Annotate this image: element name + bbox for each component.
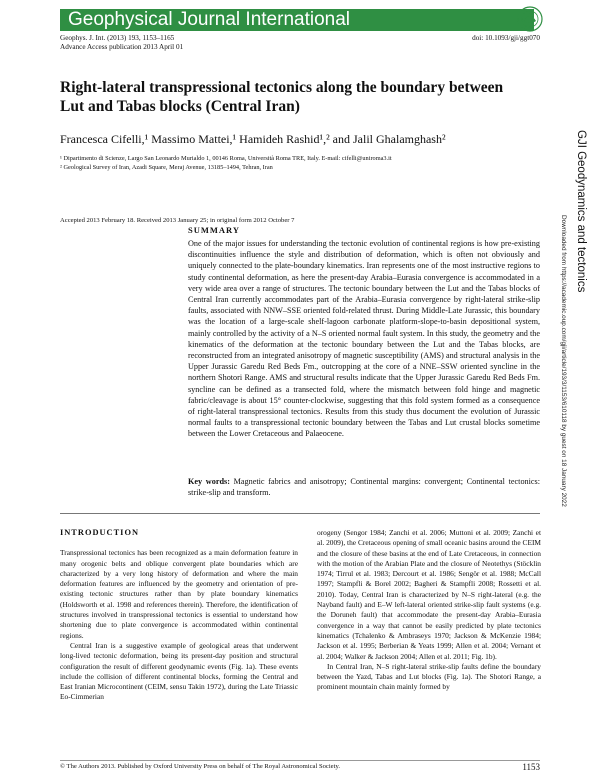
intro-paragraph-3: orogeny (Sengor 1984; Zanchi et al. 2006; Muttoni et al. 2009; Zanchi et al. 2009), the Cretaceous opening of small oceanic basins around the CEIM and the closure of these basins at the end of Late Cretaceous, in connection with the motion of the Arabian Plate and the closure of Neotethys (Stöcklin 1974; Tirrul et al. 1983; Dercourt et al. 1986; Sengör et al. 1988; McCall 1997; Stampfli & Borel 2002; Bagheri & Stampfli 2008; Rossetti et al. 2010). Today, Central Iran is characterized by N–S right-lateral (e.g. the Nayband fault) and E–W left-lateral oriented strike-slip fault systems (e.g. the Doruneh fault) that accommodate the present-day Arabia–Eurasia convergence in a way that cannot be easily predicted by plate tectonics kinematics (Tchalenko & Ambraseys 1970; Jackson & McKenzie 1984; Jackson et al. 1995; Berberian & Yeats 1999; Allen et al. 2004; Vernant et al. 2004; Walker & Jackson 2004; Allen et al. 2011; Fig. 1b). xyxy=(317,528,541,661)
footer-divider xyxy=(60,760,540,761)
keywords-label: Key words: xyxy=(188,477,230,486)
advance-access: Advance Access publication 2013 April 01 xyxy=(60,43,184,51)
section-label: GJI Geodynamics and tectonics xyxy=(575,130,587,293)
intro-paragraph-2: Central Iran is a suggestive example of geological areas that underwent long-lived tectonic deformation, being its present-day position and structural configuration the result of different geodynamic events (Fig. 1a). These events include the collision of different continental blocks, forming the Central and East Iranian Microcontinent (CEIM, sensu Takin 1972), during the Late Triassic Eo-Cimmerian xyxy=(60,640,298,702)
article-title: Right-lateral transpressional tectonics along the boundary between Lut and Tabas blocks (Central Iran) xyxy=(60,79,504,115)
intro-paragraph-1: Transpressional tectonics has been recognized as a main deformation feature in many orogenic belts and oblique convergent plate boundaries which are characterized by a very long history of deformation and where the main deformation features are influenced by the geometry and orientation of pre-existing tectonic structures rather than by plate boundary kinematics (Holdsworth et al. 1998 and references therein). Therefore, the identification of structures involved in transpressional tectonics is essential to understand how shortening due to plate convergence is accommodated within continental regions. xyxy=(60,548,298,640)
right-column xyxy=(317,528,541,693)
download-note-vertical xyxy=(558,215,568,585)
download-note[interactable]: Downloaded from https://academic.oup.com/gji/article/193/3/1153/610118 by guest on 18 January 2022 xyxy=(560,215,567,507)
journal-meta xyxy=(60,34,183,52)
copyright: © The Authors 2013. Published by Oxford University Press on behalf of The Royal Astronomical Society. xyxy=(60,763,340,770)
intro-paragraph-4: In Central Iran, N–S right-lateral strike-slip faults define the boundary between the Yazd, Tabas and Lut blocks (Fig. 1a). The Shotori Range, a prominent mountain chain mainly formed by xyxy=(317,661,541,692)
article-dates: Accepted 2013 February 18. Received 2013 January 25; in original form 2012 October 7 xyxy=(60,217,295,224)
citation: Geophys. J. Int. (2013) 193, 1153–1165 xyxy=(60,34,175,42)
summary-heading: SUMMARY xyxy=(188,225,241,235)
keywords xyxy=(188,476,540,498)
summary-text: One of the major issues for understanding the tectonic evolution of continental regions is how pre-existing discontinuities influence the style and distribution of deformation, which is often not obviously and uniquely connected to the plate-boundary kinematics. Iran represents one of the most instructive regions to study continental deformation, as here the present-day Arabia–Eurasia convergence is accommodated in a very wide area over a range of structures. The tectonic boundary between the Lut and the Tabas blocks of Central Iran currently accommodates part of the Arabia–Eurasia convergence by right-lateral strike-slip faults, associated with NNW–SSE oriented fold-related thrust. During Middle-Late Jurassic, this boundary was the location of a large-scale shelf-lagoon carbonate platform-slope-to-basin depositional system, mainly controlled by the activity of a N–S oriented normal fault system. In this study, the geometry and the kinematics of the deformation at the tectonic boundary between the Lut and the Tabas blocks, are reconstructed from an integrated anisotropy of magnetic susceptibility (AMS) and structural analysis in the Upper Jurassic Garedu Red Beds Fm., outcropping at the core of a NNE–SSW oriented syncline in the northern Shotori Range. AMS and structural results indicate that the Upper Jurassic Garedu Red Beds Fm. syncline can be defined as a transected fold, where the mismatch between fold hinge and magnetic fabric/cleavage is about 15° counter-clockwise, suggesting that this fold system formed as a consequence of right-lateral transpressional tectonics. Results from this study thus document the evolution of Jurassic normal faults to a transpressional tectonic boundary between the Tabas and Lut crustal blocks sometime between the Lower Cretaceous and Palaeocene. xyxy=(188,239,540,439)
journal-banner xyxy=(60,9,534,31)
author-list: Francesca Cifelli,¹ Massimo Mattei,¹ Hamideh Rashid¹,² and Jalil Ghalamghash² xyxy=(60,132,446,146)
section-label-vertical xyxy=(575,130,589,330)
page-number: 1153 xyxy=(522,762,540,772)
section-divider xyxy=(60,513,540,514)
introduction-heading: INTRODUCTION xyxy=(60,528,140,537)
society-logo-icon xyxy=(515,4,545,34)
journal-name: Geophysical Journal International xyxy=(68,9,351,30)
doi[interactable]: doi: 10.1093/gji/ggt070 xyxy=(472,34,540,42)
affiliation-1: ¹ Dipartimento di Scienze, Largo San Leonardo Murialdo 1, 00146 Roma, Università Roma TRE, Italy. E-mail: cifelli@uniroma3.it xyxy=(60,155,392,162)
keywords-text: Magnetic fabrics and anisotropy; Continental margins: convergent; Continental tectonics: strike-slip and transform. xyxy=(188,477,541,498)
left-column xyxy=(60,528,298,703)
affiliation-2: ² Geological Survey of Iran, Azadi Square, Meraj Avenue, 13185–1494, Tehran, Iran xyxy=(60,164,273,171)
affiliations xyxy=(60,154,540,172)
